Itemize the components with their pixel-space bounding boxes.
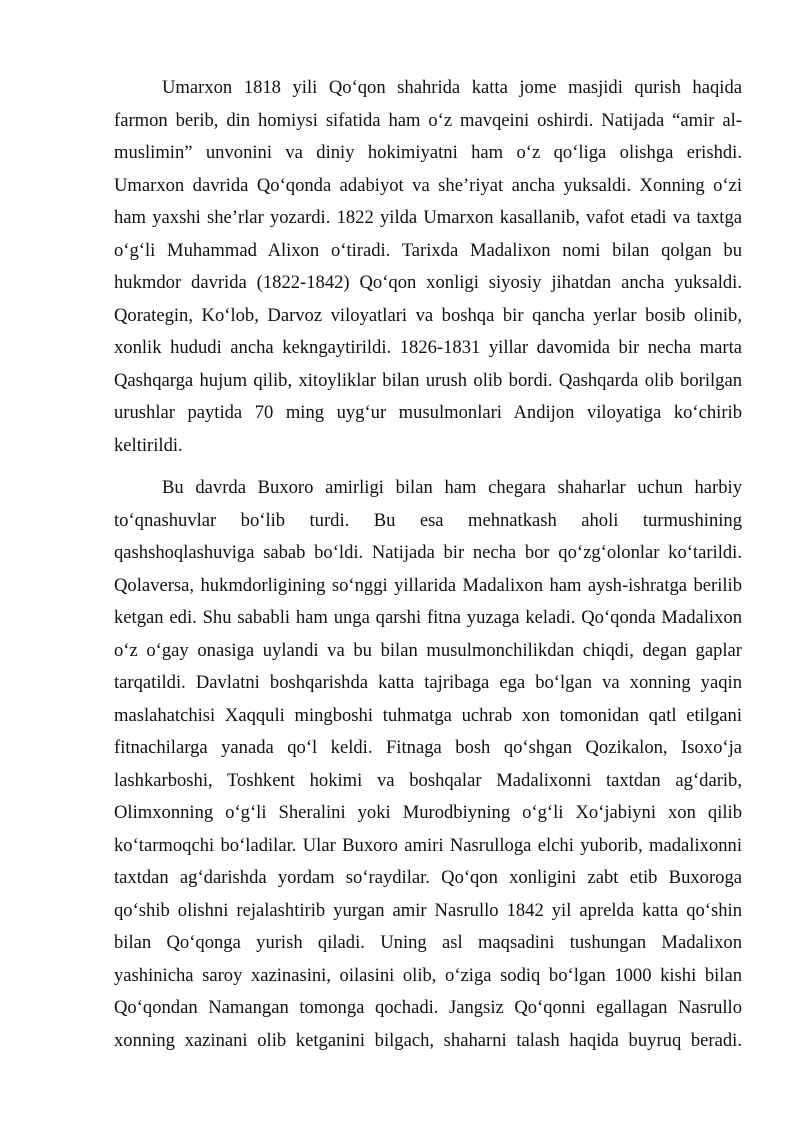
paragraph-2	[114, 472, 742, 1057]
text-line: keltirildi.	[114, 434, 183, 456]
text-line: fitnachilarga yanada qo‘l keldi. Fitnaga bosh qo‘shgan Qozikalon, Isoxo‘ja	[114, 737, 742, 758]
text-line: muslimin” unvonini va diniy hokimiyatni ham o‘z qo‘liga olishga erishdi.	[114, 142, 742, 163]
text-line: Umarxon 1818 yili Qo‘qon shahrida katta jome masjidi qurish haqida	[162, 77, 742, 98]
text-line: yashinicha saroy xazinasini, oilasini olib, o‘ziga sodiq bo‘lgan 1000 kishi bilan	[114, 964, 742, 986]
paragraph-2-text	[114, 472, 742, 1057]
text-line: to‘qnashuvlar bo‘lib turdi. Bu esa mehnatkash aholi turmushining	[114, 509, 742, 531]
text-line: o‘z o‘gay onasiga uylandi va bu bilan musulmonchilikdan chiqdi, degan gaplar	[114, 639, 742, 661]
text-line: bilan Qo‘qonga yurish qiladi. Uning asl maqsadini tushungan Madalixon	[114, 932, 742, 953]
text-line: qo‘shib olishni rejalashtirib yurgan amir Nasrullo 1842 yil aprelda katta qo‘shin	[114, 899, 742, 921]
text-line: Qolaversa, hukmdorligining so‘nggi yillarida Madalixon ham aysh-ishratga berilib	[114, 574, 742, 596]
text-line: lashkarboshi, Toshkent hokimi va boshqalar Madalixonni taxtdan ag‘darib,	[114, 769, 742, 791]
text-line: ketgan edi. Shu sababli ham unga qarshi fitna yuzaga keladi. Qo‘qonda Madalixon	[114, 607, 742, 628]
text-line: maslahatchisi Xaqquli mingboshi tuhmatga uchrab xon tomonidan qatl etilgani	[114, 704, 742, 726]
text-line: ko‘tarmoqchi bo‘ladilar. Ular Buxoro amiri Nasrulloga elchi yuborib, madalixonni	[114, 834, 742, 856]
text-line: xonlik hududi ancha kekngaytirildi. 1826-1831 yillar davomida bir necha marta	[114, 337, 742, 358]
text-line: xonning xazinani olib ketganini bilgach, shaharni talash haqida buyruq beradi.	[114, 1029, 742, 1051]
text-line: Qorategin, Ko‘lob, Darvoz viloyatlari va boshqa bir qancha yerlar bosib olinib,	[114, 304, 742, 326]
text-line: ham yaxshi she’rlar yozardi. 1822 yilda Umarxon kasallanib, vafot etadi va taxtga	[114, 207, 742, 228]
text-line: Qo‘qondan Namangan tomonga qochadi. Jangsiz Qo‘qonni egallagan Nasrullo	[114, 997, 742, 1018]
text-line: Qashqarga hujum qilib, xitoyliklar bilan urush olib bordi. Qashqarda olib borilgan	[114, 369, 742, 391]
text-line: hukmdor davrida (1822-1842) Qo‘qon xonligi siyosiy jihatdan ancha yuksaldi.	[114, 272, 742, 293]
text-line: urushlar paytida 70 ming uyg‘ur musulmonlari Andijon viloyatiga ko‘chirib	[114, 402, 742, 423]
paragraph-1-text	[114, 72, 742, 462]
paragraph-1	[114, 72, 742, 462]
text-line: Umarxon davrida Qo‘qonda adabiyot va she’riyat ancha yuksaldi. Xonning o‘zi	[114, 174, 742, 196]
text-line: Bu davrda Buxoro amirligi bilan ham chegara shaharlar uchun harbiy	[162, 477, 742, 498]
text-line: taxtdan ag‘darishda yordam so‘raydilar. Qo‘qon xonligini zabt etib Buxoroga	[114, 867, 742, 888]
text-line: qashshoqlashuviga sabab bo‘ldi. Natijada bir necha bor qo‘zg‘olonlar ko‘tarildi.	[114, 542, 742, 563]
text-line: tarqatildi. Davlatni boshqarishda katta tajribaga ega bo‘lgan va xonning yaqin	[114, 672, 742, 693]
text-line: Olimxonning o‘g‘li Sheralini yoki Murodbiyning o‘g‘li Xo‘jabiyni xon qilib	[114, 802, 742, 823]
text-line: farmon berib, din homiysi sifatida ham o‘z mavqeini oshirdi. Natijada “amir al-	[114, 109, 742, 131]
text-line: o‘g‘li Muhammad Alixon o‘tiradi. Tarixda Madalixon nomi bilan qolgan bu	[114, 239, 742, 261]
